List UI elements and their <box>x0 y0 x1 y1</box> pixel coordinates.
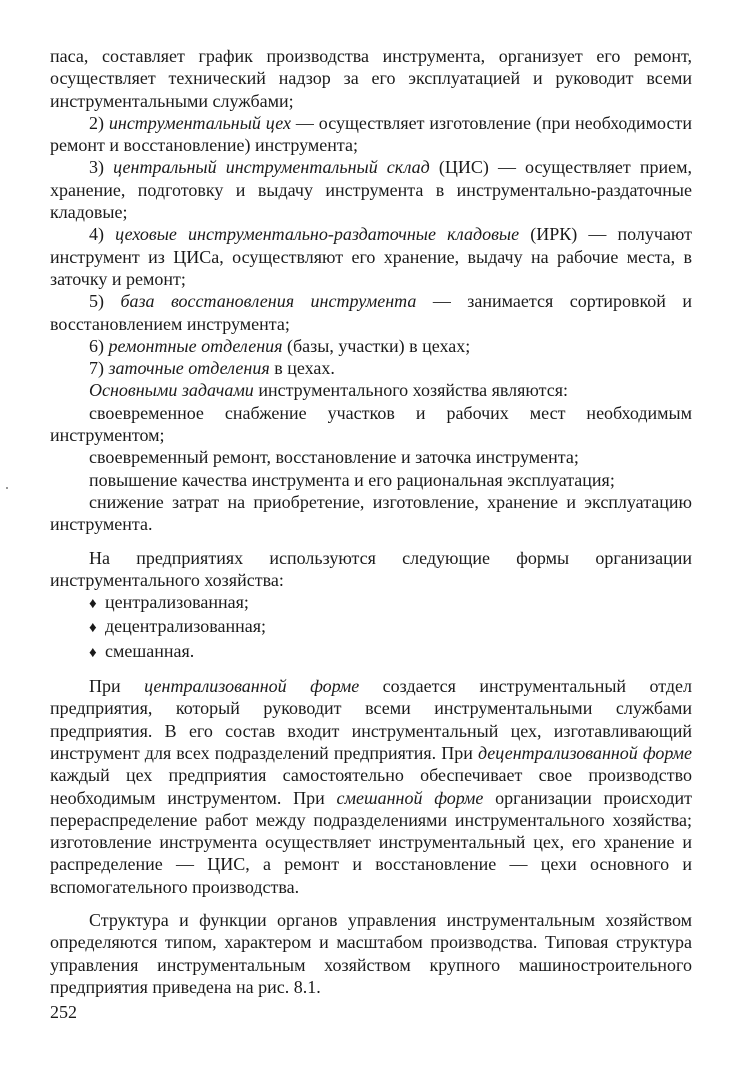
item-term: ремонтные отделения <box>108 335 283 356</box>
task-supply <box>50 402 692 447</box>
item-text: — осуществляет изготовление (при необходимости ремонт и восстановление) инструмента; <box>50 112 692 156</box>
tasks-term: Основными задачами <box>89 380 254 401</box>
forms-description <box>50 675 692 898</box>
forms-list <box>50 591 692 664</box>
text-segment: При <box>89 676 121 697</box>
list-item-text: смешанная. <box>105 640 195 661</box>
paragraph-text: Структура и функции органов управления инструментальным хозяйством определяются типом, характером и масштабом производства. Типовая структура управления инструментальным хозяйством крупного машиностроительного предприятия приведена на рис. 8.1. <box>50 909 692 997</box>
paragraph-text: паса, составляет график производства инструмента, организует его ремонт, осуществляет технический надзор за его эксплуатацией и руководит всеми инструментальными службами; <box>50 46 692 111</box>
item-text: в цехах. <box>274 358 335 379</box>
tasks-intro <box>50 379 692 401</box>
paragraph-continuation <box>50 45 692 112</box>
item-number: 2) <box>89 112 104 133</box>
tasks-text: инструментального хозяйства являются: <box>258 380 568 401</box>
list-item-restoration-base <box>50 290 692 335</box>
scan-speck <box>6 487 8 489</box>
paragraph-text: своевременный ремонт, восстановление и заточка инструмента; <box>89 447 579 468</box>
diamond-bullet-icon: ♦ <box>89 596 97 613</box>
item-term: заточные отделения <box>108 358 270 379</box>
list-item-text: централизованная; <box>105 592 249 613</box>
list-item-tool-shop <box>50 112 692 157</box>
term-decentralized: децентрализованной форме <box>477 742 692 763</box>
item-number: 4) <box>89 224 104 245</box>
item-number: 5) <box>89 291 104 312</box>
structure-paragraph <box>50 909 692 998</box>
item-text: (ИРК) — получают инструмент из ЦИСа, осуществляют его хранение, выдачу на рабочие места, в заточку и ремонт; <box>50 224 693 289</box>
diamond-bullet-icon: ♦ <box>89 644 97 661</box>
paragraph-text: повышение качества инструмента и его рациональная эксплуатация; <box>89 469 615 490</box>
item-text: (ЦИС) — осуществляет прием, хранение, подготовку и выдачу инструмента в инструментально-раздаточные кладовые; <box>50 157 693 223</box>
task-quality <box>50 469 692 491</box>
item-term: инструментальный цех <box>108 112 291 133</box>
item-text: — занимается сортировкой и восстановлением инструмента; <box>50 291 693 334</box>
list-item <box>50 640 692 664</box>
item-number: 7) <box>89 358 104 379</box>
paragraph-text: снижение затрат на приобретение, изготовление, хранение и эксплуатацию инструмента. <box>50 491 692 535</box>
task-cost-reduction <box>50 491 692 536</box>
item-term: центральный инструментальный склад <box>113 157 430 178</box>
list-item-sharpening-departments <box>50 357 692 379</box>
text-segment: каждый цех предприятия самостоятельно обеспечивает свое производство необходимым инструментом. При <box>50 765 692 808</box>
page-body <box>50 45 692 998</box>
list-item-central-warehouse <box>50 156 692 223</box>
diamond-bullet-icon: ♦ <box>89 620 97 637</box>
text-segment: организации происходит перераспределение работ между подразделениями инструментального хозяйства; изготовление инструмента осуществляет инструментальный цех, его хранение и распределение — ЦИС, а ремонт и восстановление — цехи основного и вспомогательного производства. <box>50 787 692 897</box>
paragraph-text: На предприятиях используются следующие формы организации инструментального хозяйства: <box>50 547 692 590</box>
item-text: (базы, участки) в цехах; <box>287 335 471 356</box>
item-term: база восстановления инструмента <box>120 291 417 312</box>
term-mixed: смешанной форме <box>336 787 484 808</box>
list-item-repair-departments <box>50 335 692 357</box>
list-item <box>50 615 692 639</box>
item-term: цеховые инструментально-раздаточные кладовые <box>115 224 520 245</box>
list-item-text: децентрализованная; <box>105 616 267 637</box>
task-repair <box>50 446 692 468</box>
page-number: 252 <box>50 1002 77 1022</box>
item-number: 3) <box>89 157 104 178</box>
list-item <box>50 591 692 615</box>
text-segment: создается инструментальный отдел предприятия, который руководит всеми инструментальными службами предприятия. В его состав входит инструментальный цех, изготавливающий инструмент для всех подразделений предприятия. При <box>50 676 693 763</box>
term-centralized: централизованной форме <box>144 676 360 697</box>
item-number: 6) <box>89 335 104 356</box>
paragraph-text: своевременное снабжение участков и рабочих мест необходимым инструментом; <box>50 402 692 446</box>
list-item-shop-storerooms <box>50 223 692 290</box>
forms-intro <box>50 547 692 592</box>
